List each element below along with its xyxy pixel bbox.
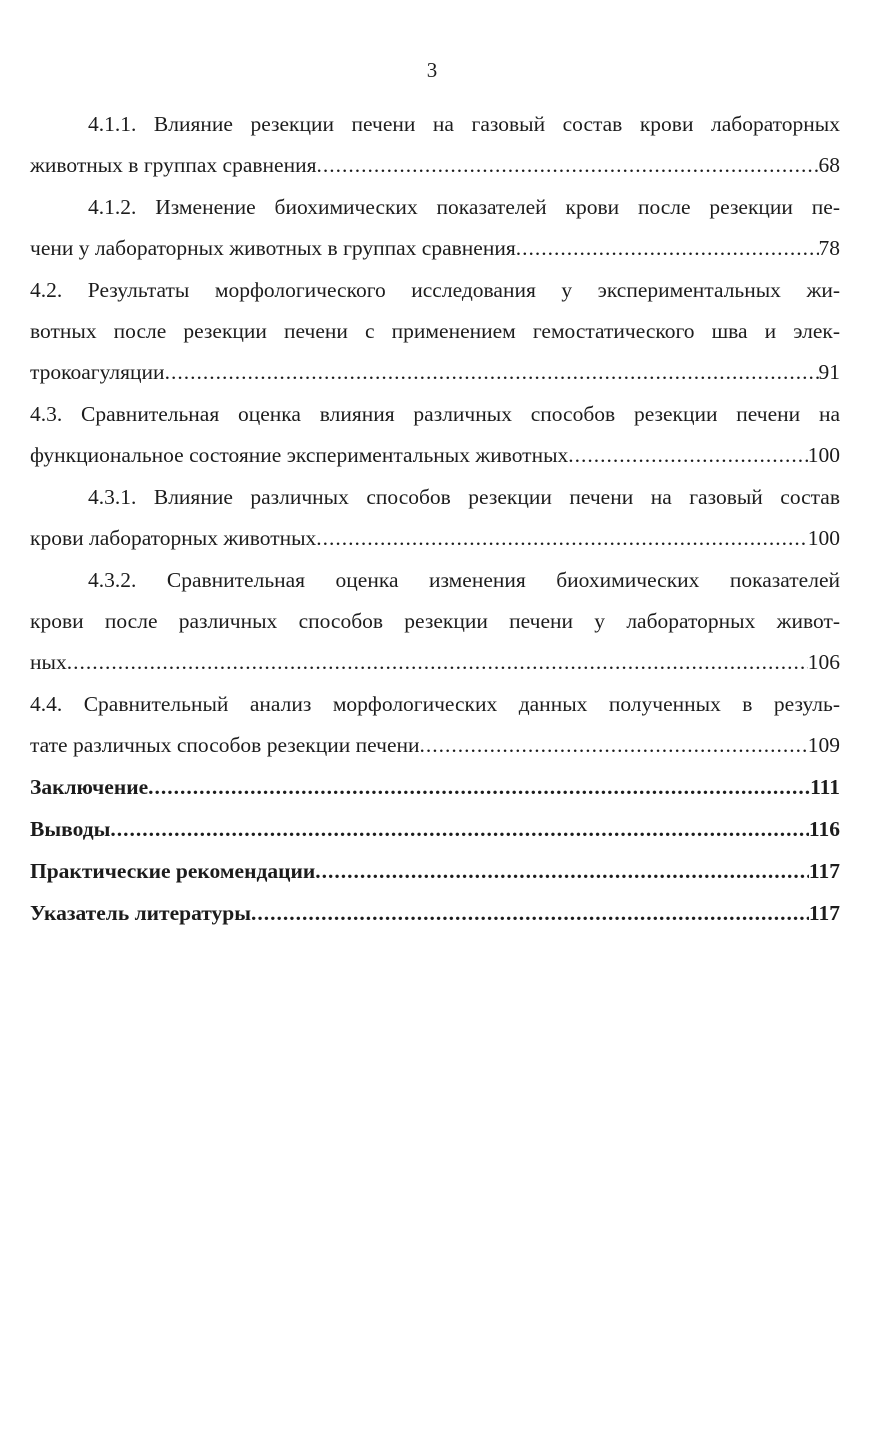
toc-entry-text: крови после различных способов резекции печени у лабораторных живот- xyxy=(30,609,840,633)
leader-dots xyxy=(568,435,807,476)
toc-page-number: 116 xyxy=(808,817,840,841)
toc-entry-text: 4.2. Результаты морфологического исследования у экспериментальных жи- xyxy=(30,278,840,302)
toc-entry-text: чени у лабораторных животных в группах сравнения xyxy=(30,236,516,260)
toc-entry-references xyxy=(30,893,840,934)
toc-entry-4-1-1 xyxy=(30,104,840,186)
toc-entry-last-line xyxy=(30,228,840,269)
toc-entry-conclusion xyxy=(30,767,840,808)
toc-entry-last-line xyxy=(30,767,840,808)
leader-dots xyxy=(420,725,808,766)
toc-entry-text: ных xyxy=(30,650,67,674)
toc-entry-4-3-1 xyxy=(30,477,840,559)
toc-page-number: 78 xyxy=(818,236,840,260)
toc-entry-4-2 xyxy=(30,270,840,393)
toc-entry-text: Практические рекомендации xyxy=(30,859,316,883)
leader-dots xyxy=(165,352,819,393)
toc-entry-text: тате различных способов резекции печени xyxy=(30,733,420,757)
toc-entry-last-line xyxy=(30,145,840,186)
toc-entry-last-line xyxy=(30,893,840,934)
toc-entry-4-3-2 xyxy=(30,560,840,683)
toc-page-number: 106 xyxy=(807,650,840,674)
leader-dots xyxy=(316,518,807,559)
toc-entry-text: функциональное состояние экспериментальных животных xyxy=(30,443,569,467)
toc-entry-text: трокоагуляции xyxy=(30,360,165,384)
toc-entry-text: 4.3. Сравнительная оценка влияния различных способов резекции печени на xyxy=(30,402,840,426)
toc-entry-last-line xyxy=(30,725,840,766)
leader-dots xyxy=(67,642,808,683)
page-number: 3 xyxy=(426,58,438,82)
toc-entry-findings xyxy=(30,809,840,850)
toc-entry-text: Выводы xyxy=(30,817,111,841)
toc-entry-text: Указатель литературы xyxy=(30,901,252,925)
toc-entry-text: крови лабораторных животных xyxy=(30,526,317,550)
toc-entry-last-line xyxy=(30,435,840,476)
toc-entry-last-line xyxy=(30,642,840,683)
toc-entry-4-3 xyxy=(30,394,840,476)
leader-dots xyxy=(516,228,819,269)
toc-entry-text: 4.3.1. Влияние различных способов резекции печени на газовый состав xyxy=(88,485,840,509)
toc-page-number: 117 xyxy=(808,901,840,925)
toc-entry-last-line xyxy=(30,352,840,393)
leader-dots xyxy=(315,851,809,892)
toc-entry-4-4 xyxy=(30,684,840,766)
toc-entry-text: Заключение xyxy=(30,775,149,799)
table-of-contents xyxy=(30,104,840,935)
leader-dots xyxy=(251,893,809,934)
toc-page-number: 109 xyxy=(807,733,840,757)
leader-dots xyxy=(148,767,810,808)
toc-entry-text: 4.1.2. Изменение биохимических показателей крови после резекции пе- xyxy=(88,195,840,219)
toc-entry-text: вотных после резекции печени с применением гемостатического шва и элек- xyxy=(30,319,840,343)
toc-entry-text: 4.3.2. Сравнительная оценка изменения биохимических показателей xyxy=(88,568,840,592)
toc-page-number: 91 xyxy=(818,360,840,384)
toc-entry-last-line xyxy=(30,518,840,559)
toc-entry-last-line xyxy=(30,809,840,850)
toc-entry-4-1-2 xyxy=(30,187,840,269)
toc-page-number: 100 xyxy=(807,443,840,467)
toc-page-number: 100 xyxy=(807,526,840,550)
toc-entry-last-line xyxy=(30,851,840,892)
toc-entry-recommendations xyxy=(30,851,840,892)
toc-page-number: 117 xyxy=(808,859,840,883)
leader-dots xyxy=(110,809,809,850)
toc-entry-text: животных в группах сравнения xyxy=(30,153,317,177)
toc-entry-text: 4.4. Сравнительный анализ морфологических данных полученных в резуль- xyxy=(30,692,840,716)
toc-page-number: 68 xyxy=(818,153,840,177)
toc-entry-text: 4.1.1. Влияние резекции печени на газовый состав крови лабораторных xyxy=(88,112,840,136)
toc-page-number: 111 xyxy=(810,775,840,799)
leader-dots xyxy=(316,145,818,186)
